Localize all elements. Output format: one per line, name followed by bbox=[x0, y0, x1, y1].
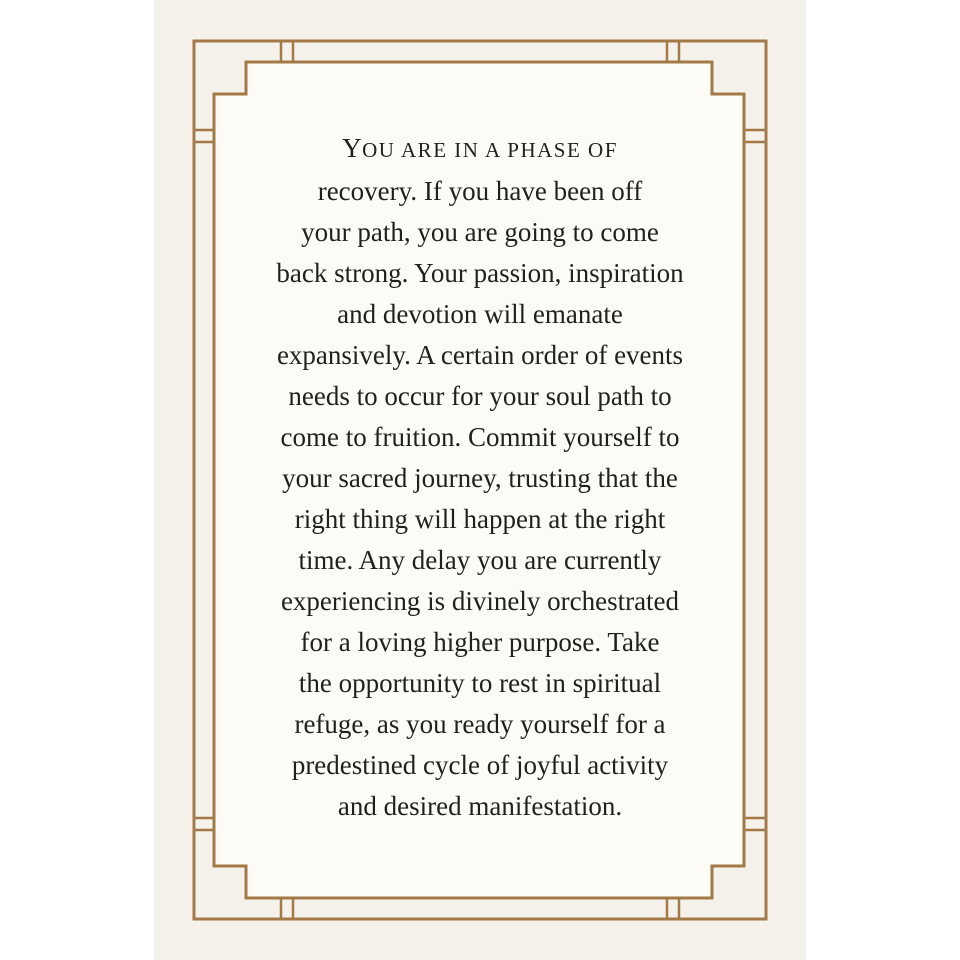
right-ornament bbox=[744, 130, 766, 830]
message-line: refuge, as you ready yourself for a bbox=[294, 709, 666, 739]
message-line: come to fruition. Commit yourself to bbox=[280, 422, 680, 452]
bottom-ornament bbox=[281, 898, 679, 919]
message-line: for a loving higher purpose. Take bbox=[300, 627, 660, 657]
message-line: your sacred journey, trusting that the bbox=[282, 463, 678, 493]
message-line: recovery. If you have been off bbox=[317, 176, 643, 206]
message-line: and devotion will emanate bbox=[337, 299, 623, 329]
drop-capital: Y bbox=[342, 133, 363, 163]
message-line: needs to occur for your soul path to bbox=[288, 381, 672, 411]
message-line: time. Any delay you are currently bbox=[298, 545, 662, 575]
message-line: experiencing is divinely orchestrated bbox=[280, 586, 680, 616]
card-message bbox=[236, 128, 724, 828]
message-line: the opportunity to rest in spiritual bbox=[298, 668, 662, 698]
small-caps-text: OU ARE IN A PHASE OF bbox=[362, 138, 618, 162]
message-line: predestined cycle of joyful activity bbox=[291, 750, 669, 780]
top-ornament bbox=[281, 41, 679, 62]
message-line: expansively. A certain order of events bbox=[276, 340, 684, 370]
message-line: and desired manifestation. bbox=[337, 791, 623, 821]
message-line: your path, you are going to come bbox=[301, 217, 659, 247]
left-ornament bbox=[194, 130, 214, 830]
message-line: back strong. Your passion, inspiration bbox=[276, 258, 684, 288]
message-line: right thing will happen at the right bbox=[294, 504, 666, 534]
message-lead-line bbox=[236, 128, 724, 171]
